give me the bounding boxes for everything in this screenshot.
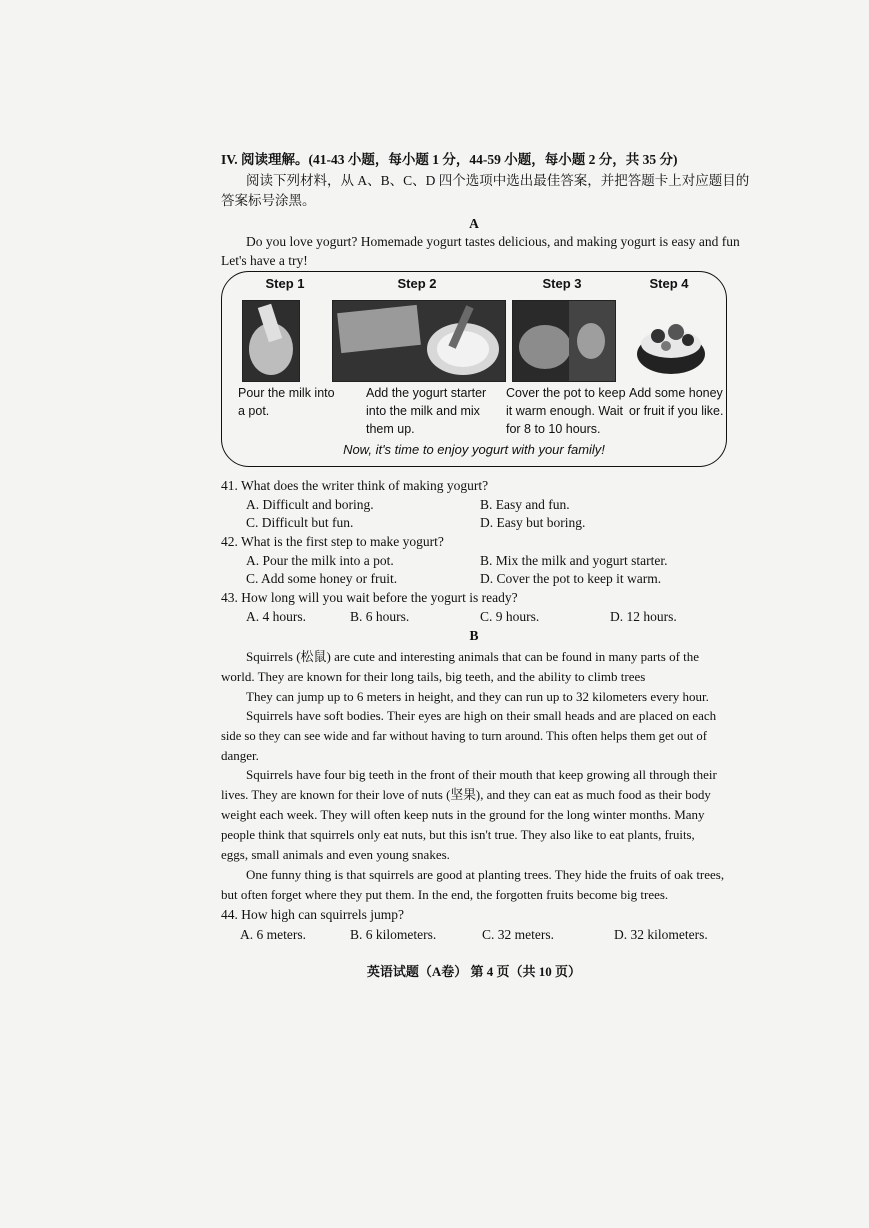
section-instruction: 阅读下列材料，从 A、B、C、D 四个选项中选出最佳答案，并把答题卡上对应题目的 xyxy=(246,173,750,188)
passage-a-label: A xyxy=(469,216,479,231)
passage-b-line: but often forget where they put them. In the end, the forgotten fruits become big trees. xyxy=(221,887,669,902)
passage-b-line: weight each week. They will often keep nuts in the ground for the long winter months. Many xyxy=(221,807,705,822)
q44-option-b: B. 6 kilometers. xyxy=(350,927,437,942)
steps-closing-text: Now, it's time to enjoy yogurt with your family! xyxy=(343,442,605,457)
step-1-photo xyxy=(242,300,300,382)
step-2-photo xyxy=(332,300,506,382)
step-3-text: Cover the pot to keep it warm enough. Wait for 8 to 10 hours. xyxy=(506,386,626,436)
passage-a-intro-cont: Let's have a try! xyxy=(221,253,308,268)
passage-b-line: danger. xyxy=(221,748,259,763)
step-4-text: Add some honey or fruit if you like. xyxy=(629,386,724,418)
q42-option-b: B. Mix the milk and yogurt starter. xyxy=(480,553,668,568)
q43-option-c: C. 9 hours. xyxy=(480,609,540,624)
step-3-photo xyxy=(512,300,616,382)
q43-option-d: D. 12 hours. xyxy=(610,609,677,624)
yogurt-steps-panel xyxy=(221,271,727,467)
passage-b-line: world. They are known for their long tails, big teeth, and the ability to climb trees xyxy=(221,669,646,684)
q42-option-d: D. Cover the pot to keep it warm. xyxy=(480,571,662,586)
passage-b-line: Squirrels have soft bodies. Their eyes are high on their small heads and are placed on each xyxy=(246,708,717,723)
step-1-title: Step 1 xyxy=(265,276,305,291)
step-2-title: Step 2 xyxy=(397,276,437,291)
q42-option-c: C. Add some honey or fruit. xyxy=(246,571,398,586)
q41-option-b: B. Easy and fun. xyxy=(480,497,570,512)
step-3-title: Step 3 xyxy=(542,276,582,291)
question-42: 42. What is the first step to make yogurt? xyxy=(221,534,444,549)
step-4-photo xyxy=(630,300,712,380)
q44-option-c: C. 32 meters. xyxy=(482,927,554,942)
passage-b-line: lives. They are known for their love of nuts (坚果), and they can eat as much food as their body xyxy=(221,788,711,802)
q41-option-d: D. Easy but boring. xyxy=(480,515,586,530)
passage-b-line: people think that squirrels only eat nuts, but this isn't true. They also like to eat plants, fruits, xyxy=(221,828,695,842)
step-1-text: Pour the milk into a pot. xyxy=(238,386,335,418)
q44-option-a: A. 6 meters. xyxy=(240,927,306,942)
section-heading: IV. 阅读理解。(41-43 小题，每小题 1 分，44-59 小题，每小题 2 分，共 35 分) xyxy=(221,152,678,167)
passage-a-intro: Do you love yogurt? Homemade yogurt tastes delicious, and making yogurt is easy and fun xyxy=(246,234,740,249)
section-instruction-cont: 答案标号涂黑。 xyxy=(221,193,316,208)
passage-b-line: eggs, small animals and even young snakes. xyxy=(221,847,450,862)
q41-option-a: A. Difficult and boring. xyxy=(246,497,374,512)
passage-b-line: Squirrels have four big teeth in the front of their mouth that keep growing all through their xyxy=(246,767,717,782)
q43-option-b: B. 6 hours. xyxy=(350,609,410,624)
passage-b-line: side so they can see wide and far without having to turn around. This often helps them get out of xyxy=(221,729,707,743)
question-44: 44. How high can squirrels jump? xyxy=(221,907,404,922)
passage-b-line: They can jump up to 6 meters in height, and they can run up to 32 kilometers every hour. xyxy=(246,689,709,704)
step-4-title: Step 4 xyxy=(649,276,689,291)
q42-option-a: A. Pour the milk into a pot. xyxy=(246,553,394,568)
q44-option-d: D. 32 kilometers. xyxy=(614,927,708,942)
q43-option-a: A. 4 hours. xyxy=(246,609,306,624)
passage-b-line: One funny thing is that squirrels are good at planting trees. They hide the fruits of oak trees, xyxy=(246,867,725,882)
passage-b-line: Squirrels (松鼠) are cute and interesting animals that can be found in many parts of the xyxy=(246,649,700,664)
question-43: 43. How long will you wait before the yogurt is ready? xyxy=(221,590,518,605)
q41-option-c: C. Difficult but fun. xyxy=(246,515,354,530)
page-footer: 英语试题（A卷） 第 4 页（共 10 页） xyxy=(366,964,582,979)
step-2-text: Add the yogurt starter into the milk and mix them up. xyxy=(366,386,487,436)
passage-b-label: B xyxy=(469,628,479,643)
question-41: 41. What does the writer think of making yogurt? xyxy=(221,478,489,493)
